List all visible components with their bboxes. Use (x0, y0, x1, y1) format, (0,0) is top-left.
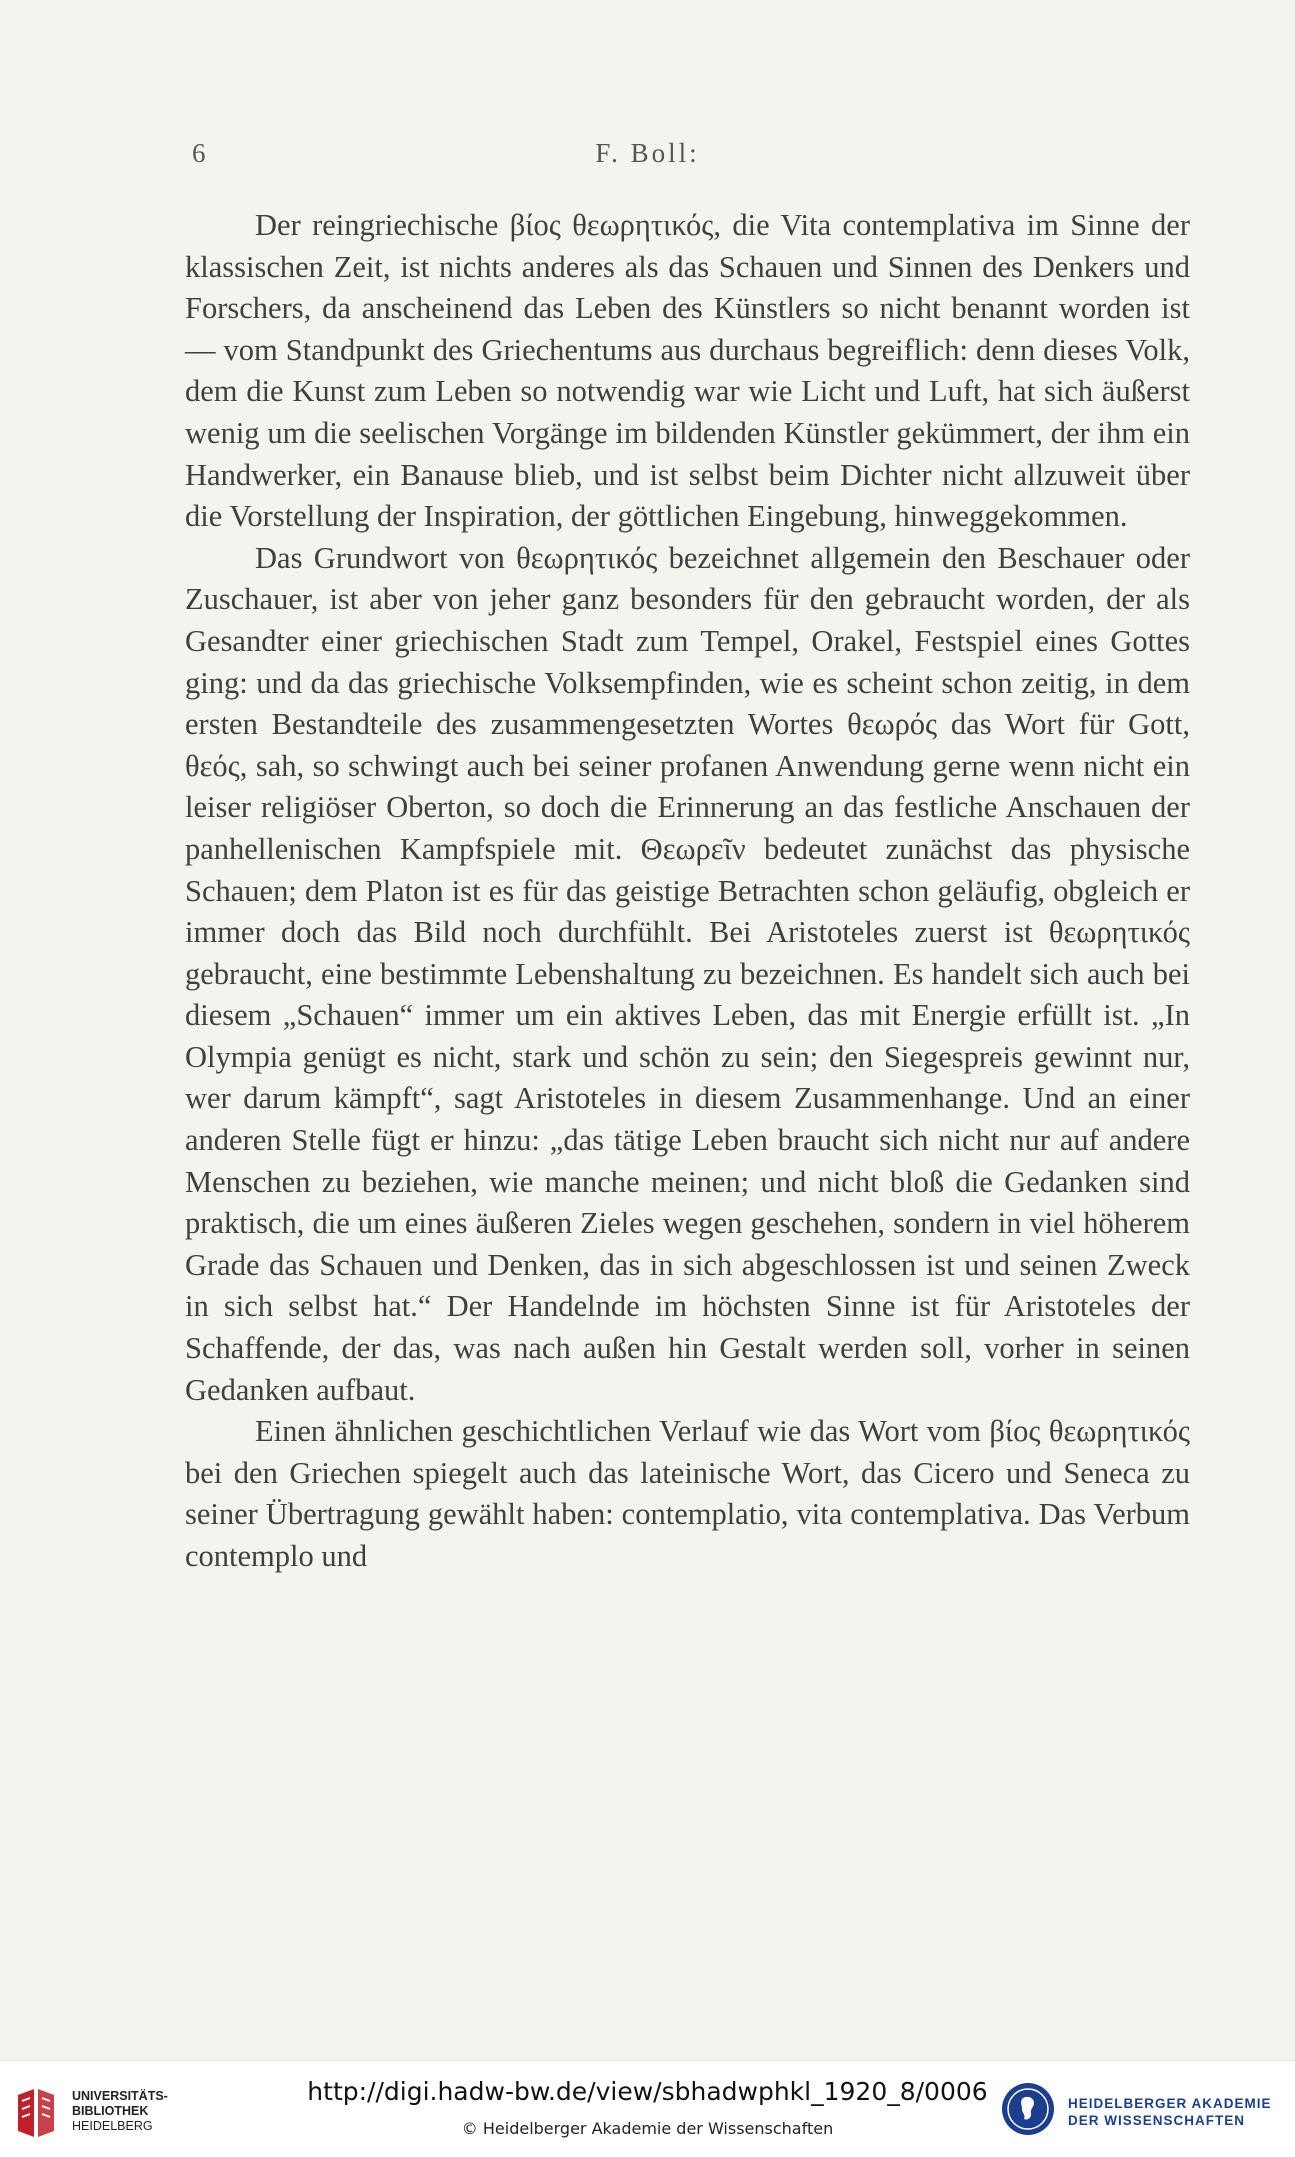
permalink-url[interactable]: http://digi.hadw-bw.de/view/sbhadwphkl_1920_8/0006 (307, 2077, 988, 2106)
academy-name: HEIDELBERGER AKADEMIE DER WISSENSCHAFTEN (1068, 2096, 1272, 2128)
university-library-name: UNIVERSITÄTS- BIBLIOTHEK HEIDELBERG (72, 2089, 168, 2133)
paragraph-3: Einen ähnlichen geschichtlichen Verlauf wie das Wort vom βίος θεωρητικός bei den Griechen spiegelt auch das lateinische Wort, das Cicero und Seneca zu seiner Übertragung gewählt haben: contemplatio, vita contemplativa. Das Verbum contemplo und (185, 1414, 1190, 1573)
copyright-notice: © Heidelberger Akademie der Wissenschaften (461, 2119, 834, 2138)
paragraph-1: Der reingriechische βίος θεωρητικός, die Vita contemplativa im Sinne der klassischen Zeit, ist nichts anderes als das Schauen und Sinnen des Denkers und Forschers, da anscheinend das Leben des Künstlers so nicht benannt worden ist — vom Standpunkt des Griechentums aus durchaus begreiflich: denn dieses Volk, dem die Kunst zum Leben so notwendig war wie Licht und Luft, hat sich äußerst wenig um die seelischen Vorgänge im bildenden Künstler gekümmert, der ihm ein Handwerker, ein Banause blieb, und ist selbst beim Dichter nicht allzuweit über die Vorstellung der Inspiration, der göttlichen Eingebung, hinweggekommen. (185, 208, 1190, 534)
body-text (185, 205, 1190, 1578)
running-head (0, 138, 1295, 178)
viewer-footer (0, 2060, 1295, 2157)
author-header: F. Boll: (595, 138, 700, 168)
academy-seal-icon (1000, 2081, 1056, 2137)
page-number: 6 (192, 138, 206, 168)
paragraph-2: Das Grundwort von θεωρητικός bezeichnet allgemein den Beschauer oder Zuschauer, ist aber von jeher ganz besonders für den gebraucht worden, der als Gesandter einer griechischen Stadt zum Tempel, Orakel, Festspiel eines Gottes ging: und da das griechische Volksempfinden, wie es scheint schon zeitig, in dem ersten Bestandteile des zusammengesetzten Wortes θεωρός das Wort für Gott, θεός, sah, so schwingt auch bei seiner profanen Anwendung gerne wenn nicht ein leiser religiöser Oberton, so doch die Erinnerung an das festliche Anschauen der panhellenischen Kampfspiele mit. Θεωρεῖν bedeutet zunächst das physische Schauen; dem Platon ist es für das geistige Betrachten schon geläufig, obgleich er immer doch das Bild noch durchfühlt. Bei Aristoteles zuerst ist θεωρητικός gebraucht, eine bestimmte Lebenshaltung zu bezeichnen. Es handelt sich auch bei diesem „Schauen“ immer um ein aktives Leben, das mit Energie erfüllt ist. „In Olympia genügt es nicht, stark und schön zu sein; den Siegespreis gewinnt nur, wer darum kämpft“, sagt Aristoteles in diesem Zusammenhange. Und an einer anderen Stelle fügt er hinzu: „das tätige Leben braucht sich nicht nur auf andere Menschen zu beziehen, wie manche meinen; und nicht bloß die Gedanken sind praktisch, die um eines äußeren Zieles wegen geschehen, sondern in viel höherem Grade das Schauen und Denken, das in sich abgeschlossen ist und seinen Zweck in sich selbst hat.“ Der Handelnde im höchsten Sinne ist für Aristoteles der Schaffende, der das, was nach außen hin Gestalt werden soll, vorher in seinen Gedanken aufbaut. (185, 540, 1190, 1407)
